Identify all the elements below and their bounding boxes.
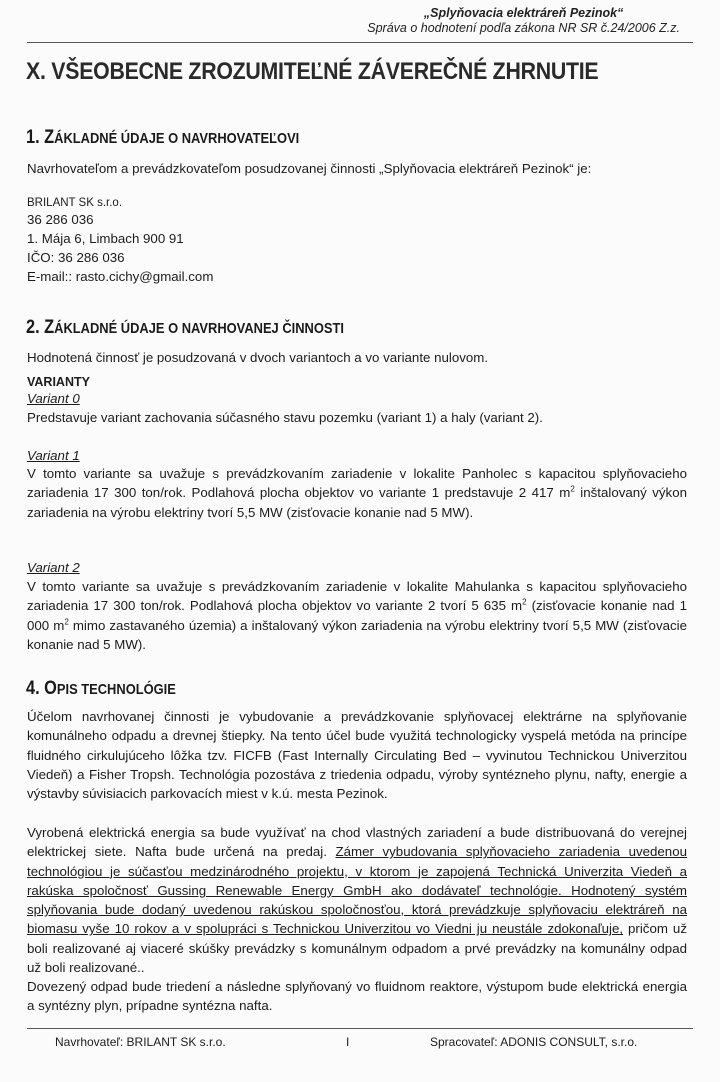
header-report-name: Správa o hodnotení podľa zákona NR SR č.24/2006 Z.z. [367, 21, 680, 35]
variant-2-label: Variant 2 [27, 560, 80, 575]
section-2-intro: Hodnotená činnosť je posudzovaná v dvoch variantoch a vo variante nulovom. [27, 350, 489, 365]
variant-1-label: Variant 1 [27, 448, 80, 463]
paragraph-2-text-b: pričom už boli realizované aj viaceré skúšky prevádzky s komunálnym odpadom a prvé prevádzky na komunálny odpad už boli realizované.. [27, 921, 687, 976]
section-4-paragraph-1: Účelom navrhovanej činnosti je vybudovanie a prevádzkovanie splyňovacej elektrárne na splyňovanie komunálneho odpadu a drevnej štiepky. Na tento účel bude využitá technologicky vyspelá metóda na princípe fluidného cirkulujúceho lôžka tzv. FICFB (Fast Internally Circulating Bed – vyvinutou Technickou Univerzitou Viedeň) a Fisher Tropsh. Technológia pozostáva z triedenia odpadu, výroby syntézneho plynu, nafty, energie a výstavby súvisiacich parkovacích miest v k.ú. mesta Pezinok. [27, 709, 687, 802]
footer-processor: Spracovateľ: ADONIS CONSULT, s.r.o. [430, 1035, 638, 1049]
running-header [367, 6, 680, 36]
variant-2-text-a: V tomto variante sa uvažuje s prevádzkovaním zariadenie v lokalite Mahulanka s kapacitou splyňovacieho zariadenia 17 300 ton/rok. Podlahová plocha objektov vo variante 2 tvorí 5 635 m [27, 579, 687, 614]
section-2-heading-text: ÁKLADNÉ ÚDAJE O NAVRHOVANEJ ČINNOSTI [54, 320, 344, 337]
section-1-heading [26, 127, 299, 149]
section-1-heading-text: ÁKLADNÉ ÚDAJE O NAVRHOVATEĽOVI [54, 130, 300, 147]
variant-0-text: Predstavuje variant zachovania súčasného stavu pozemku (variant 1) a haly (variant 2). [27, 410, 543, 425]
company-number: 36 286 036 [27, 212, 94, 227]
variant-2-text-b: (zisťovacie konanie nad 1 000 m [27, 598, 687, 633]
section-4-heading-num: 4. O [26, 678, 57, 699]
variants-label: VARIANTY [27, 375, 90, 389]
page-title: X. VŠEOBECNE ZROZUMITEĽNÉ ZÁVEREČNÉ ZHRNUTIE [26, 58, 599, 85]
header-project-name: „Splyňovacia elektráreň Pezinok“ [423, 6, 624, 20]
variant-0-label: Variant 0 [27, 391, 80, 406]
section-2-heading [26, 317, 344, 339]
section-2-heading-num: 2. Z [26, 317, 55, 338]
section-4-paragraph-3: Dovezený odpad bude triedení a následne splyňovaný vo fluidnom reaktore, výstupom bude elektrická energia a syntézny plyn, prípadne syntézna nafta. [27, 979, 687, 1014]
superscript: 2 [570, 484, 575, 494]
superscript: 2 [522, 597, 527, 607]
footer-page-number: I [346, 1035, 350, 1049]
paragraph-2-underlined: Zámer vybudovania splyňovacieho zariadenia uvedenou technológiou je súčasťou medzinárodného projektu, v ktorom je zapojená Technická Univerzita Viedeň a rakúska spoločnosť Gussing Renewable Energy GmbH ako dodávateľ technológie. Hodnotený systém splyňovania bude dodaný uvedenou rakúskou spoločnosťou, ktorá prevádzkuje splyňovaciu elektráreň na biomasu vyše 10 rokov a v spolupráci s Technickou Univerzitou vo Viedni ju neustále zdokonaľuje, [27, 844, 687, 937]
company-name: BRILANT SK s.r.o. [27, 197, 123, 209]
section-4-paragraph-2 [27, 823, 687, 977]
variant-2-text-c: mimo zastavaného územia) a inštalovaný výkon zariadenia na výrobu elektriny tvorí 5,5 MW (zisťovacie konanie nad 5 MW). [27, 617, 687, 652]
variant-1-text-b: inštalovaný výkon zariadenia na výrobu elektriny tvorí 5,5 MW (zisťovacie konanie nad 5 MW). [27, 485, 687, 520]
section-4-heading-text: PIS TECHNOLÓGIE [56, 681, 176, 698]
superscript: 2 [64, 617, 69, 627]
paragraph-2-text-a: Vyrobená elektrická energia sa bude využívať na chod vlastných zariadení a bude distribuovaná do verejnej elektrickej siete. Nafta bude určená na predaj. [27, 825, 687, 860]
section-1-heading-num: 1. Z [26, 127, 55, 148]
variant-1-text-a: V tomto variante sa uvažuje s prevádzkovaním zariadenie v lokalite Panholec s kapacitou splyňovacieho zariadenia 17 300 ton/rok. Podlahová plocha objektov vo variante 1 predstavuje 2 417 m [27, 466, 687, 501]
section-1-intro: Navrhovateľom a prevádzkovateľom posudzovanej činnosti „Splyňovacia elektráreň Pezinok“ je: [27, 161, 592, 176]
variant-2-text [27, 577, 687, 654]
header-divider [27, 42, 693, 43]
company-address: 1. Mája 6, Limbach 900 91 [27, 231, 184, 246]
variant-1-text [27, 464, 687, 522]
company-email: E-mail:: rasto.cichy@gmail.com [27, 269, 214, 284]
footer-divider [27, 1028, 693, 1029]
footer-proposer: Navrhovateľ: BRILANT SK s.r.o. [55, 1035, 226, 1049]
company-ico: IČO: 36 286 036 [27, 250, 125, 265]
section-4-heading [26, 678, 176, 700]
